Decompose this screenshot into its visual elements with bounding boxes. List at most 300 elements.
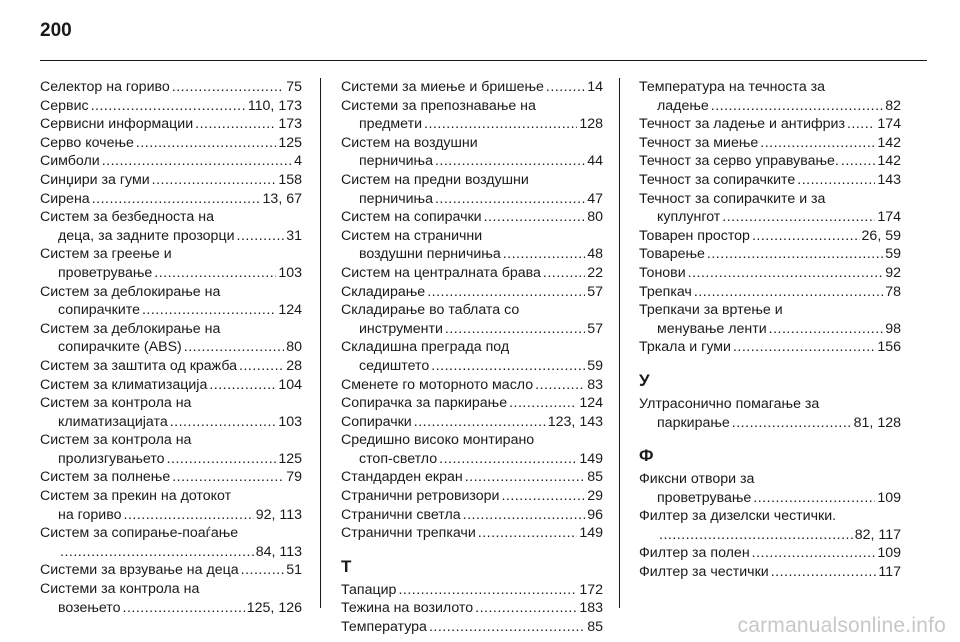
index-term: Течност за сопирачките	[639, 171, 796, 188]
index-entry	[639, 78, 901, 115]
index-entry-heading: Систем на странични	[341, 227, 483, 244]
index-term: Сопирачки	[341, 413, 412, 430]
index-entry	[639, 301, 901, 338]
index-entry	[639, 152, 901, 171]
index-entry	[40, 97, 302, 116]
index-entry-line	[341, 283, 603, 302]
index-entry	[341, 431, 603, 468]
page-reference: 158	[278, 171, 302, 188]
index-term: Селектор на гориво	[40, 79, 170, 95]
index-entry	[639, 264, 901, 283]
dot-leader	[414, 413, 546, 432]
header-rule	[40, 60, 927, 61]
index-term: Филтер за полен	[639, 545, 750, 562]
page-number: 200	[40, 20, 72, 41]
index-term: паркирање	[657, 414, 730, 431]
index-entry	[341, 599, 603, 618]
dot-leader	[172, 468, 284, 487]
index-entry-line	[341, 115, 603, 134]
index-term: Тркала и гуми	[639, 339, 731, 356]
index-entry-line	[341, 190, 603, 209]
index-term: Товарење	[639, 246, 705, 263]
dot-leader	[711, 97, 883, 116]
index-term: перничиња	[359, 190, 433, 207]
page-reference: 14	[587, 79, 603, 95]
index-entry-line	[639, 264, 901, 283]
index-entry	[639, 563, 901, 582]
page-reference: 47	[587, 190, 603, 207]
page-reference: 48	[587, 246, 603, 263]
index-entry	[40, 152, 302, 171]
index-term: Тежина на возилото	[341, 600, 474, 617]
index-term: ладење	[657, 97, 709, 114]
page-reference: 92	[885, 264, 901, 281]
dot-leader	[771, 563, 877, 582]
index-term: Течност за серво управување.	[639, 153, 839, 170]
index-entry-line	[341, 413, 603, 432]
page-reference: 75	[286, 79, 302, 95]
index-entry	[639, 395, 901, 432]
index-entry	[341, 227, 603, 264]
index-entry-heading: Систем за прекин на дотокот	[40, 488, 232, 505]
index-entry-line	[341, 376, 603, 395]
index-column-2	[341, 78, 603, 637]
dot-leader	[769, 320, 884, 339]
index-entry	[40, 208, 302, 245]
index-entry	[341, 208, 603, 227]
dot-leader	[760, 134, 875, 153]
dot-leader	[478, 524, 578, 543]
page-reference: 29	[587, 488, 603, 505]
dot-leader	[688, 264, 884, 283]
index-entry	[40, 134, 302, 153]
index-entry	[341, 134, 603, 171]
index-entry	[639, 115, 901, 134]
index-entry	[341, 506, 603, 525]
dot-leader	[241, 561, 285, 580]
dot-leader	[142, 301, 276, 320]
index-term: куплунгот	[657, 209, 721, 226]
index-entry-heading: Складишна преграда под	[341, 339, 510, 356]
index-term: Серво кочење	[40, 134, 134, 151]
page-reference: 109	[877, 489, 901, 506]
index-entry-line	[40, 78, 302, 97]
page-reference: 123, 143	[547, 413, 603, 430]
dot-leader	[431, 357, 585, 376]
dot-leader	[398, 581, 577, 600]
dot-leader	[427, 283, 585, 302]
index-entry	[341, 97, 603, 134]
index-term: проветрување	[657, 489, 752, 506]
index-entry-heading: Системи за препознавање на	[341, 97, 536, 114]
index-term: пролизгувањето	[58, 450, 165, 467]
page-reference: 110, 173	[247, 97, 302, 114]
dot-leader	[239, 357, 284, 376]
section-letter: Т	[341, 556, 352, 576]
dot-leader	[172, 78, 284, 97]
dot-leader	[152, 171, 277, 190]
index-entry-heading: Систем за контрола на	[40, 395, 192, 412]
index-term: Складирање	[341, 283, 426, 300]
page-reference: 84, 113	[255, 543, 302, 560]
index-entry-line	[341, 208, 603, 227]
index-entry	[40, 468, 302, 487]
page-reference: 149	[579, 525, 603, 542]
page-reference: 82	[885, 97, 901, 114]
index-entry	[639, 507, 901, 544]
index-entry	[40, 561, 302, 580]
page-reference: 142	[877, 153, 901, 170]
page-reference: 4	[294, 153, 302, 170]
dot-leader	[841, 152, 875, 171]
index-entry-line	[341, 599, 603, 618]
page-reference: 143	[877, 171, 901, 188]
index-entry-heading: Систем за безбедноста на	[40, 209, 214, 226]
dot-leader	[429, 618, 585, 637]
page-reference: 57	[587, 320, 603, 337]
page-reference: 85	[587, 469, 603, 486]
index-entry	[40, 580, 302, 617]
dot-leader	[102, 152, 292, 171]
index-entry-heading: Систем за контрола на	[40, 432, 192, 449]
index-entry	[40, 394, 302, 431]
index-entry	[40, 190, 302, 209]
index-term: предмети	[359, 116, 423, 133]
index-entry-line	[40, 376, 302, 395]
dot-leader	[123, 599, 245, 618]
index-entry-line	[639, 283, 901, 302]
page-reference: 117	[878, 564, 901, 581]
index-entry-line	[40, 357, 302, 376]
dot-leader	[503, 245, 586, 264]
index-entry	[341, 487, 603, 506]
dot-leader	[752, 227, 860, 246]
index-term: Сервисни информации	[40, 116, 194, 133]
dot-leader	[753, 489, 875, 508]
dot-leader	[546, 78, 585, 97]
index-term: Синџири за гуми	[40, 171, 150, 188]
index-entry	[40, 357, 302, 376]
index-entry	[639, 190, 901, 227]
dot-leader	[465, 468, 586, 487]
page-reference: 79	[286, 469, 302, 486]
index-term: Систем за климатизација	[40, 376, 208, 393]
page-reference: 59	[885, 246, 901, 263]
index-entry	[639, 227, 901, 246]
index-entry	[639, 283, 901, 302]
index-entry-line	[40, 190, 302, 209]
dot-leader	[435, 152, 585, 171]
section-letter: Ф	[639, 446, 654, 466]
page-reference: 13, 67	[262, 190, 302, 207]
index-entry	[639, 134, 901, 153]
page-reference: 142	[877, 134, 901, 151]
index-entry-line	[341, 468, 603, 487]
page-reference: 173	[278, 116, 302, 133]
dot-leader	[484, 208, 586, 227]
dot-leader	[136, 134, 276, 153]
index-term: Товарен простор	[639, 227, 750, 244]
index-entry	[341, 283, 603, 302]
index-term: перничиња	[359, 153, 433, 170]
index-term: Системи за врзување на деца	[40, 562, 239, 579]
index-entry-heading: Системи за контрола на	[40, 581, 200, 598]
index-term: седиштето	[359, 357, 430, 374]
index-entry	[639, 245, 901, 264]
index-entry-heading: Систем за деблокирање на	[40, 283, 221, 300]
dot-leader	[439, 450, 577, 469]
index-entry-line	[40, 227, 302, 246]
index-entry	[40, 524, 302, 561]
index-entry-line	[40, 301, 302, 320]
index-term: Странични светла	[341, 506, 461, 523]
index-entry-heading: Течност за сопирачките и за	[639, 190, 826, 207]
dot-leader	[445, 320, 585, 339]
index-entry	[40, 245, 302, 282]
dot-leader	[184, 338, 284, 357]
page-reference: 103	[278, 413, 302, 430]
index-term: менување ленти	[657, 320, 767, 337]
dot-leader	[170, 413, 277, 432]
index-term: Симболи	[40, 153, 100, 170]
page-reference: 26, 59	[861, 227, 901, 244]
index-entry	[341, 264, 603, 283]
dot-leader	[509, 394, 577, 413]
index-entry	[341, 78, 603, 97]
index-entry-line	[639, 338, 901, 357]
index-term: сопирачките	[58, 302, 140, 319]
dot-leader	[694, 283, 883, 302]
index-term: Трепкач	[639, 283, 692, 300]
index-entry-line	[639, 134, 901, 153]
dot-leader	[237, 227, 285, 246]
dot-leader	[209, 376, 276, 395]
index-entry-heading: Трепкачи за вртење и	[639, 302, 783, 319]
page-reference: 82, 117	[854, 526, 901, 543]
page-reference: 183	[579, 600, 603, 617]
index-entry	[40, 376, 302, 395]
index-entry	[341, 524, 603, 543]
dot-leader	[124, 506, 254, 525]
index-term: Течност за ладење и антифриз	[639, 116, 845, 133]
index-entry-line	[40, 97, 302, 116]
index-term: инструменти	[359, 320, 443, 337]
dot-leader	[435, 190, 585, 209]
index-entry-heading: Систем на воздушни	[341, 134, 478, 151]
index-entry-line	[639, 320, 901, 339]
page-reference: 96	[587, 506, 603, 523]
index-entry-line	[40, 450, 302, 469]
index-entry-line	[341, 618, 603, 637]
page-reference: 57	[587, 283, 603, 300]
index-entry-line	[341, 264, 603, 283]
page-reference: 59	[587, 357, 603, 374]
index-term: Тонови	[639, 264, 686, 281]
dot-leader	[732, 414, 852, 433]
index-entry-line	[40, 338, 302, 357]
page-reference: 44	[587, 153, 603, 170]
index-entry	[639, 338, 901, 357]
index-entry-heading: Ултрасонично помагање за	[639, 395, 820, 412]
index-term: Сервис	[40, 97, 89, 114]
dot-leader	[154, 264, 276, 283]
page-reference: 81, 128	[853, 414, 901, 431]
dot-leader	[91, 97, 246, 116]
index-entry-line	[40, 599, 302, 618]
index-entry-line	[40, 152, 302, 171]
dot-leader	[752, 544, 876, 563]
index-entry-line	[341, 450, 603, 469]
index-term: Систем за заштита од кражба	[40, 357, 238, 374]
page-reference: 174	[877, 116, 901, 133]
dot-leader	[167, 450, 277, 469]
index-term: Систем за полнење	[40, 469, 171, 486]
index-column-1	[40, 78, 302, 617]
index-term: воздушни перничиња	[359, 246, 501, 263]
index-entry-line	[341, 357, 603, 376]
index-term: Сопирачка за паркирање	[341, 395, 508, 412]
index-entry-line	[341, 78, 603, 97]
page-reference: 124	[579, 395, 603, 412]
index-entry-line	[639, 97, 901, 116]
page-reference: 78	[885, 283, 901, 300]
index-entry-heading: Температура на течноста за	[639, 79, 826, 95]
index-term: проветрување	[58, 264, 153, 281]
index-term: Странични трепкачи	[341, 525, 476, 542]
index-entry-line	[639, 563, 901, 582]
index-term: Системи за миење и бришење	[341, 79, 544, 95]
page-reference: 98	[885, 320, 901, 337]
page-reference: 125	[278, 450, 302, 467]
index-entry-heading: Складирање во таблата со	[341, 302, 520, 319]
index-column-3	[639, 78, 901, 582]
index-entry-line	[40, 171, 302, 190]
index-term: деца, за задните прозорци	[58, 227, 235, 244]
index-term: сопирачките (ABS)	[58, 339, 182, 356]
dot-leader	[535, 376, 585, 395]
index-entry-line	[341, 581, 603, 600]
index-entry-line	[40, 134, 302, 153]
dot-leader	[424, 115, 577, 134]
index-entry-line	[40, 264, 302, 283]
dot-leader	[659, 526, 853, 545]
page-reference: 149	[579, 450, 603, 467]
index-entry-line	[40, 468, 302, 487]
index-entry-line	[341, 524, 603, 543]
index-entry	[341, 171, 603, 208]
page-reference: 85	[587, 619, 603, 636]
index-entry	[40, 431, 302, 468]
index-entry-line	[341, 152, 603, 171]
index-term: Систем на централната брава	[341, 264, 541, 281]
index-term: Тапацир	[341, 581, 397, 598]
dot-leader	[733, 338, 875, 357]
dot-leader	[60, 543, 254, 562]
dot-leader	[543, 264, 585, 283]
index-entry	[341, 618, 603, 637]
column-divider-2	[619, 78, 620, 608]
index-entry	[639, 171, 901, 190]
index-entry	[341, 413, 603, 432]
page-reference: 80	[286, 339, 302, 356]
index-entry	[40, 487, 302, 524]
index-entry-line	[639, 414, 901, 433]
index-entry-line	[341, 320, 603, 339]
page-reference: 92, 113	[255, 506, 302, 523]
index-entry-line	[40, 561, 302, 580]
index-entry-line	[341, 506, 603, 525]
dot-leader	[797, 171, 875, 190]
dot-leader	[195, 115, 276, 134]
index-entry-line	[639, 526, 901, 545]
index-entry-line	[639, 227, 901, 246]
index-term: стоп-светло	[359, 450, 438, 467]
watermark: carmanualsonline.info	[737, 614, 946, 637]
index-term: на гориво	[58, 506, 122, 523]
index-entry-heading: Средишно високо монтирано	[341, 432, 535, 449]
index-term: Странични ретровизори	[341, 488, 500, 505]
page-reference: 83	[587, 376, 603, 393]
index-entry	[341, 301, 603, 338]
dot-leader	[475, 599, 577, 618]
index-entry-line	[341, 394, 603, 413]
index-term: климатизацијата	[58, 413, 168, 430]
index-term: Систем на сопирачки	[341, 209, 482, 226]
index-entry-heading: Систем за греење и	[40, 246, 172, 263]
index-entry-line	[40, 413, 302, 432]
section-letter: У	[639, 370, 650, 390]
page-reference: 31	[286, 227, 302, 244]
index-entry	[341, 338, 603, 375]
index-entry	[639, 470, 901, 507]
index-entry	[40, 283, 302, 320]
dot-leader	[501, 487, 585, 506]
index-entry-line	[40, 506, 302, 525]
index-entry-line	[40, 115, 302, 134]
index-term: Филтер за честички	[639, 564, 769, 581]
index-entry	[40, 78, 302, 97]
dot-leader	[707, 245, 883, 264]
page-reference: 103	[278, 264, 302, 281]
index-entry-line	[341, 245, 603, 264]
index-term: Температура	[341, 619, 427, 636]
page-reference: 80	[587, 209, 603, 226]
index-entry-line	[639, 171, 901, 190]
page-reference: 28	[286, 357, 302, 374]
page-reference: 51	[286, 562, 302, 579]
page-reference: 22	[587, 264, 603, 281]
index-entry	[40, 320, 302, 357]
index-entry-line	[341, 487, 603, 506]
dot-leader	[463, 506, 586, 525]
page-reference: 125, 126	[246, 599, 302, 616]
index-entry	[341, 468, 603, 487]
index-entry	[639, 544, 901, 563]
index-term: Течност за миење	[639, 134, 759, 151]
index-entry	[40, 115, 302, 134]
index-entry-line	[639, 115, 901, 134]
page-reference: 128	[579, 116, 603, 133]
index-entry-heading: Систем за сопирање-поаѓање	[40, 525, 239, 542]
index-entry-line	[639, 245, 901, 264]
index-term: возењето	[58, 599, 121, 616]
index-entry-heading: Систем на предни воздушни	[341, 171, 529, 188]
index-term: Сирена	[40, 190, 90, 207]
index-entry-line	[639, 208, 901, 227]
index-entry-heading: Фиксни отвори за	[639, 471, 755, 488]
index-entry-heading: Филтер за дизелски честички.	[639, 508, 837, 525]
page-reference: 124	[278, 302, 302, 319]
